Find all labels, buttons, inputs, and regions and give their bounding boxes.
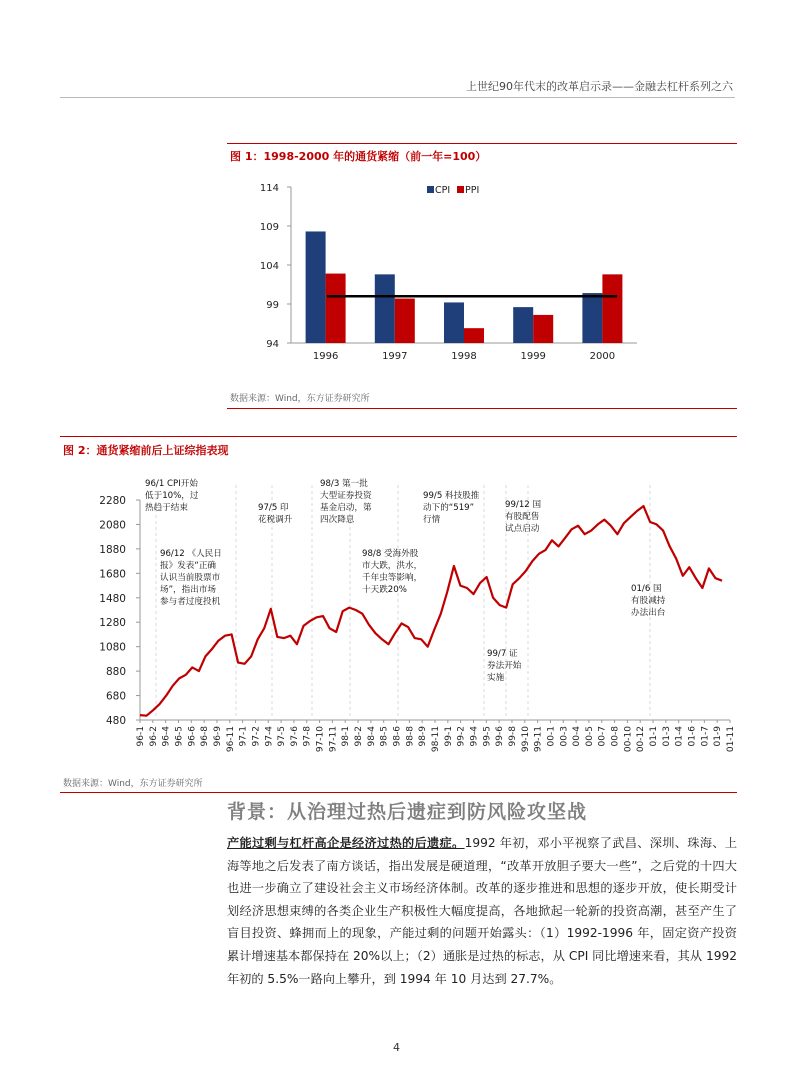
x-tick-label: 01-3: [661, 726, 672, 747]
x-tick-label: 97-8: [302, 726, 313, 747]
legend-swatch-cpi: [427, 186, 434, 193]
x-tick-label: 01-4: [674, 726, 685, 747]
x-tick-label: 00-12: [636, 726, 647, 753]
annotation-01-6: 01/6 国 有股减持 办法出台: [631, 584, 666, 618]
bar-ppi-1998: [464, 328, 484, 343]
y-tick-label: 2280: [99, 495, 126, 507]
section-lead: 产能过剩与杠杆高企是经济过热的后遗症。: [227, 836, 465, 850]
y-tick-label: 1880: [99, 543, 126, 556]
figure2-title: 图 2：通货紧缩前后上证综指表现: [63, 444, 229, 457]
x-tick-label: 99-2: [456, 726, 467, 747]
x-tick-label: 98-8: [405, 726, 416, 747]
x-tick-label: 96-5: [174, 726, 185, 747]
x-tick-label: 01-7: [700, 726, 711, 747]
x-tick-label: 99-11: [533, 726, 544, 753]
x-tick-label: 96-11: [225, 726, 236, 753]
y-tick-label: 2080: [99, 519, 126, 532]
bar-ppi-2000: [602, 274, 622, 343]
x-tick-label: 97-11: [328, 726, 339, 753]
x-tick-label: 97-10: [315, 726, 326, 753]
x-tick-label: 2000: [589, 351, 616, 362]
y-tick-label: 1280: [99, 617, 126, 630]
x-tick-label: 97-1: [238, 726, 249, 747]
x-tick-label: 01-6: [687, 726, 698, 747]
x-tick-label: 00-3: [559, 726, 570, 747]
bar-cpi-1999: [513, 307, 533, 343]
page-number: 4: [393, 1041, 400, 1054]
x-tick-label: 98-11: [431, 726, 441, 753]
x-tick-label: 01-1: [649, 726, 660, 747]
x-tick-label: 99-5: [482, 726, 493, 747]
legend-label-cpi: CPI: [435, 185, 451, 196]
legend-swatch-ppi: [457, 186, 464, 193]
bar-ppi-1999: [533, 315, 553, 343]
y-tick-label: 880: [105, 666, 126, 679]
x-tick-label: 97-6: [289, 726, 300, 747]
x-tick-label: 00-10: [623, 726, 634, 753]
annotation-96-12: 96/12 《人民日 报》发表“正确 认识当前股票市 场”，指出市场 参与者过度投机: [160, 549, 222, 607]
x-tick-label: 01-11: [726, 726, 736, 753]
annotation-99-7: 99/7 证 券法开始 实施: [487, 649, 522, 683]
x-tick-label: 1996: [312, 351, 339, 362]
x-tick-label: 98-6: [392, 726, 403, 747]
section-heading: 背景：从治理过热后遗症到防风险攻坚战: [227, 801, 588, 823]
x-tick-label: 99-10: [520, 726, 531, 753]
x-tick-label: 01-9: [713, 726, 724, 747]
y-tick-label: 114: [259, 183, 279, 194]
annotation-97-5: 97/5 印 花税调升: [258, 503, 293, 525]
x-tick-label: 1997: [382, 351, 408, 362]
x-tick-label: 99-4: [469, 726, 480, 747]
legend-label-ppi: PPI: [465, 185, 480, 196]
annotation-98-8: 98/8 受海外股 市大跌，洪水， 千年虫等影响， 十天跌20%: [362, 549, 423, 595]
x-tick-label: 96-1: [136, 726, 146, 747]
y-tick-label: 1080: [99, 641, 126, 654]
figure1-bottom-rule: [227, 408, 737, 409]
figure1-top-rule: [227, 143, 737, 144]
x-tick-label: 00-8: [610, 726, 621, 747]
x-tick-label: 00-4: [572, 726, 583, 747]
y-tick-label: 1680: [99, 568, 126, 581]
figure2-source: 数据来源：Wind，东方证券研究所: [63, 779, 203, 789]
y-tick-label: 104: [259, 261, 279, 272]
figure1-bar-chart: [227, 165, 737, 365]
y-tick-label: 1480: [99, 592, 126, 605]
x-tick-label: 1998: [451, 351, 477, 362]
x-tick-label: 96-8: [200, 726, 211, 747]
x-tick-label: 96-6: [187, 726, 198, 747]
bar-cpi-2000: [582, 293, 602, 343]
bar-ppi-1997: [395, 299, 415, 343]
x-tick-label: 99-6: [495, 726, 506, 747]
y-tick-label: 94: [266, 339, 279, 350]
x-tick-label: 98-4: [366, 726, 377, 747]
figure1-source: 数据来源：Wind，东方证券研究所: [230, 394, 370, 404]
y-tick-label: 99: [266, 300, 279, 311]
x-tick-label: 00-5: [584, 726, 595, 747]
figure2-top-rule: [60, 436, 737, 437]
x-tick-label: 00-7: [597, 726, 608, 747]
x-tick-label: 1999: [520, 351, 546, 362]
figure2-line-chart: [60, 470, 737, 770]
bar-cpi-1997: [375, 274, 395, 343]
annotation-99-5: 99/5 科技股推 动下的“519” 行情: [423, 491, 480, 525]
x-tick-label: 99-8: [507, 726, 518, 747]
x-tick-label: 98-1: [341, 726, 352, 747]
x-tick-label: 96-9: [212, 726, 223, 747]
x-tick-label: 99-1: [443, 726, 454, 747]
x-tick-label: 97-4: [264, 726, 275, 747]
annotation-99-12: 99/12 国 有股配售 试点启动: [505, 500, 542, 534]
section-body: [227, 832, 737, 990]
x-tick-label: 98-5: [379, 726, 390, 747]
x-tick-label: 97-5: [277, 726, 288, 747]
running-header: 上世纪90年代末的改革启示录——金融去杠杆系列之六: [466, 80, 733, 93]
x-tick-label: 00-1: [546, 726, 557, 747]
bar-ppi-1996: [326, 274, 346, 343]
y-tick-label: 680: [105, 690, 126, 703]
bar-cpi-1998: [444, 302, 464, 343]
section-body-text: 1992 年初，邓小平视察了武昌、深圳、珠海、上海等地之后发表了南方谈话，指出发展是硬道理，“改革开放胆子要大一些”，之后党的十四大也进一步确立了建设社会主义市场经济体制。改革的逐步推进和思想的逐步开放，使长期受计划经济思想束缚的各类企业生产积极性大幅度提高，各地掀起一轮新的投资高潮，甚至产生了盲目投资、蜂拥而上的现象，产能过剩的问题开始露头：（1）1992-1996 年，固定资产投资累计增速基本都保持在 20%以上；（2）通胀是过热的标志，从 CPI 同比增速来看，其从 1992 年初的 5.5%一路向上攀升，到 1994 年 10 月达到 27.7%。: [227, 836, 738, 986]
x-tick-label: 96-2: [148, 726, 159, 747]
annotation-98-3: 98/3 第一批 大型证券投资 基金启动，第 四次降息: [320, 479, 372, 525]
y-tick-label: 480: [105, 715, 126, 727]
bar-cpi-1996: [306, 231, 326, 343]
y-tick-label: 109: [259, 222, 279, 233]
x-tick-label: 98-9: [418, 726, 429, 747]
figure2-bottom-rule: [60, 792, 737, 793]
figure1-title: 图 1：1998-2000 年的通货紧缩（前一年=100）: [230, 150, 487, 163]
x-tick-label: 96-4: [161, 726, 172, 747]
header-rule: [60, 97, 735, 98]
annotation-96-1: 96/1 CPI开始 低于10%，过 热趋于结束: [145, 479, 199, 513]
x-tick-label: 98-2: [354, 726, 365, 747]
x-tick-label: 97-2: [251, 726, 262, 747]
